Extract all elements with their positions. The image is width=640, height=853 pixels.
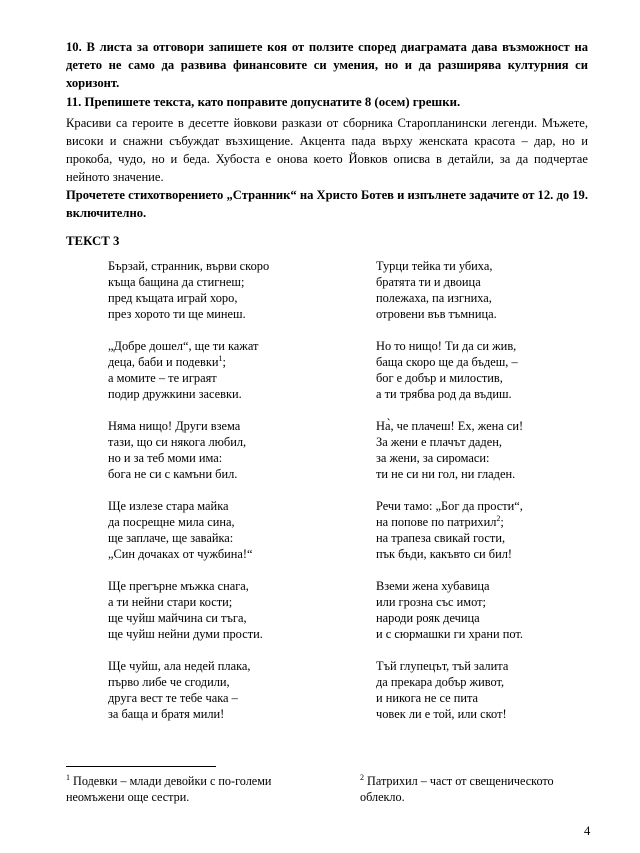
poem-line (108, 354, 269, 370)
footnote-1-mark: 1 (66, 773, 70, 782)
poem-line-text: на попове по патрихил (376, 515, 497, 529)
poem-line: тази, що си някога любил, (108, 435, 247, 449)
footnote-2-line: облекло. (360, 790, 405, 804)
stanza (108, 338, 269, 402)
poem-line: през хорото ти ще минеш. (108, 307, 246, 321)
text-label: ТЕКСТ 3 (66, 234, 120, 248)
footnote-separator (66, 766, 216, 767)
footnote-2-text: Патрихил – част от свещеническото (367, 774, 554, 788)
poem-line: на трапеза свикай гости, (376, 531, 506, 545)
poem-line: или грозна със имот; (376, 595, 487, 609)
poem-line (376, 514, 523, 530)
stanza (108, 258, 269, 322)
poem-line: народи рояк дечица (376, 611, 480, 625)
poem-line: баща скоро ще да бъдеш, – (376, 355, 518, 369)
poem-line: за жени, за сиромаси: (376, 451, 490, 465)
poem-line: ще чуйш нейни думи прости. (108, 627, 263, 641)
poem-line-ending: ; (500, 515, 504, 529)
poem-line: и с сюрмашки ги храни пот. (376, 627, 523, 641)
poem-line: братята ти и двоица (376, 275, 481, 289)
footnote-2-mark: 2 (360, 773, 364, 782)
footnote-2-line (360, 773, 554, 789)
stanza (376, 418, 523, 482)
poem-line: подир дружкини засевки. (108, 387, 242, 401)
poem-line-ending: ; (222, 355, 226, 369)
poem-line: а ти нейни стари кости; (108, 595, 233, 609)
poem-line: и никога не се пита (376, 691, 479, 705)
poem-line: ще чуйш майчина си тъга, (108, 611, 247, 625)
poem-line: На̀, че плачеш! Ех, жена си! (376, 419, 524, 433)
poem-line: Тъй глупецът, тъй залита (376, 659, 509, 673)
footnote-2 (360, 773, 554, 805)
poem-line: отровени във тъмница. (376, 307, 497, 321)
poem-line: бог е добър и милостив, (376, 371, 503, 385)
poem-line: къща бащина да стигнеш; (108, 275, 245, 289)
poem-line: „Син дочаках от чужбина!“ (108, 547, 253, 561)
poem-instruction: Прочетете стихотворението „Странник“ на Христо Ботев и изпълнете задачите от 12. до 19. включително. (66, 188, 589, 220)
footnote-1-text: Подевки – млади девойки с по-големи (73, 774, 272, 788)
poem-right-column (376, 258, 523, 722)
poem-line: Ще прегърне мъжка снага, (108, 579, 249, 593)
poem-line: За жени е плачът даден, (376, 435, 502, 449)
stanza (108, 418, 269, 482)
stanza (376, 658, 523, 722)
poem-line: Ще излезе стара майка (108, 499, 229, 513)
question-10: 10. В листа за отговори запишете коя от ползите според диаграмата дава възможност на детето не само да развива финансовите си умения, но и да разширява културния си хоризонт. (66, 40, 588, 90)
stanza (108, 578, 269, 642)
stanza (376, 498, 523, 562)
poem-line: но и за теб моми има: (108, 451, 223, 465)
poem-line: да посрещне мила сина, (108, 515, 235, 529)
poem-line: Турци тейка ти убиха, (376, 259, 493, 273)
poem-line: друга вест те тебе чака – (108, 691, 238, 705)
poem-line: пред къщата играй хоро, (108, 291, 238, 305)
poem-line: Вземи жена хубавица (376, 579, 490, 593)
poem-line: да прекара добър живот, (376, 675, 505, 689)
poem-line: Речи тамо: „Бог да прости“, (376, 499, 523, 513)
question-11-title: 11. Препишете текста, като поправите допуснатите 8 (осем) грешки. (66, 95, 461, 109)
poem-left-column (108, 258, 269, 722)
poem-line: бога не си с камъни бил. (108, 467, 238, 481)
stanza (376, 258, 523, 322)
footnote-mark: 1 (218, 354, 223, 363)
stanza (376, 338, 523, 402)
poem-line-text: деца, баби и подевки (108, 355, 219, 369)
poem-line: ти не си ни гол, ни гладен. (376, 467, 516, 481)
footnote-1 (66, 773, 271, 805)
stanza (108, 498, 269, 562)
poem-line: Но то нищо! Ти да си жив, (376, 339, 517, 353)
poem-line: а ти трябва род да въдиш. (376, 387, 512, 401)
poem-line: Бързай, странник, върви скоро (108, 259, 270, 273)
poem-line: за баща и братя мили! (108, 707, 225, 721)
poem-line: а момите – те играят (108, 371, 217, 385)
question-11-text: Красиви са героите в десетте йовкови разкази от сборника Старопланински легенди. Мъжете, високи и снажни събуждат възхищение. Акцента пада върху женската красота – дар, но и прокоба, чудо, но и беда. Хубоста е онова което Йовков описва в детайли, за да подчертае нейното значение. (66, 116, 588, 184)
footnote-1-line: неомъжени още сестри. (66, 790, 190, 804)
poem-line: човек ли е той, или скот! (376, 707, 507, 721)
poem-line: Ще чуйш, ала недей плака, (108, 659, 251, 673)
poem-line: Няма нищо! Други взема (108, 419, 241, 433)
poem-line: първо либе че сгодили, (108, 675, 230, 689)
footnote-mark: 2 (496, 514, 501, 523)
poem-line: пък бъди, какъвто си бил! (376, 547, 513, 561)
stanza (108, 658, 269, 722)
page-number: 4 (584, 824, 591, 838)
poem-line: „Добре дошел“, ще ти кажат (108, 339, 259, 353)
stanza (376, 578, 523, 642)
poem-line: полежаха, па изгниха, (376, 291, 492, 305)
poem-line: ще заплаче, ще завайка: (108, 531, 234, 545)
footnote-1-line (66, 773, 271, 789)
